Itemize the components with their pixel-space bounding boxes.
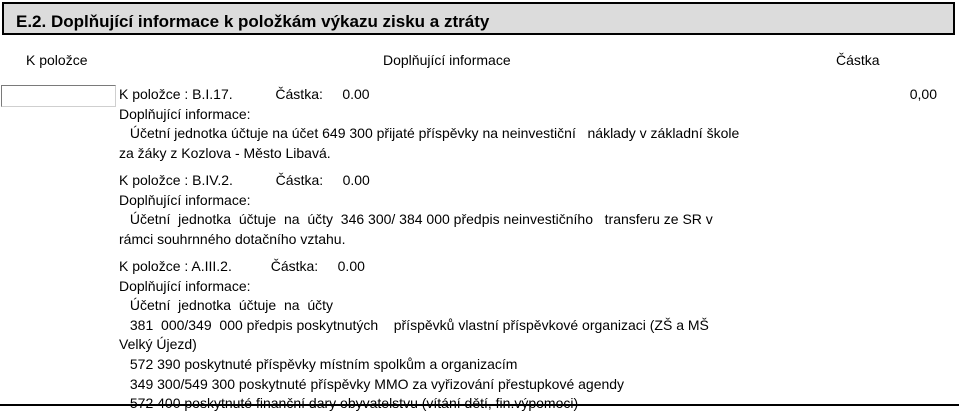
section-title: E.2. Doplňující informace k položkám výkazu zisku a ztráty [16, 12, 490, 31]
entry-line: Účetní jednotka účtuje na účty [126, 297, 334, 314]
entry-line: za žáky z Kozlova - Město Libavá. [119, 144, 331, 161]
k-polozce-input[interactable] [1, 85, 116, 107]
bottom-divider [0, 404, 959, 406]
entry-header: K položce : A.III.2. Částka: 0.00 [119, 258, 365, 274]
entry-header: K položce : B.I.17. Částka: 0.00 [119, 86, 370, 102]
entry-line: Velký Újezd) [119, 336, 197, 353]
section-title-bar [2, 2, 955, 35]
entry-label: Doplňující informace: [119, 191, 251, 208]
castka-value: 0,00 [909, 86, 937, 102]
entry-label: Doplňující informace: [119, 105, 251, 122]
entry-line: Účetní jednotka účtuje na účet 649 300 přijaté příspěvky na neinvestiční náklady v základní škole [126, 125, 740, 142]
entry-b-iv-2 [119, 171, 839, 249]
entry-line: 572 390 poskytnuté příspěvky místním spolkům a organizacím [126, 355, 518, 372]
entry-label: Doplňující informace: [119, 277, 251, 294]
entry-line: Účetní jednotka účtuje na účty 346 300/ 384 000 předpis neinvestičního transferu ze SR v [126, 211, 713, 228]
column-header-doplnujici-informace: Doplňující informace [383, 52, 511, 68]
entry-line: rámci souhrnného dotačního vztahu. [119, 230, 346, 247]
entry-header: K položce : B.IV.2. Částka: 0.00 [119, 172, 370, 188]
entry-a-iii-2 [119, 257, 839, 414]
entry-b-i-17 [119, 85, 839, 163]
entry-line: 349 300/549 300 poskytnuté příspěvky MMO za vyřizování přestupkové agendy [126, 375, 625, 392]
column-header-k-polozce: K položce [26, 52, 88, 68]
column-header-castka: Částka [836, 52, 880, 68]
entry-line: 381 000/349 000 předpis poskytnutých příspěvků vlastní příspěvkové organizaci (ZŠ a MŠ [126, 316, 709, 333]
